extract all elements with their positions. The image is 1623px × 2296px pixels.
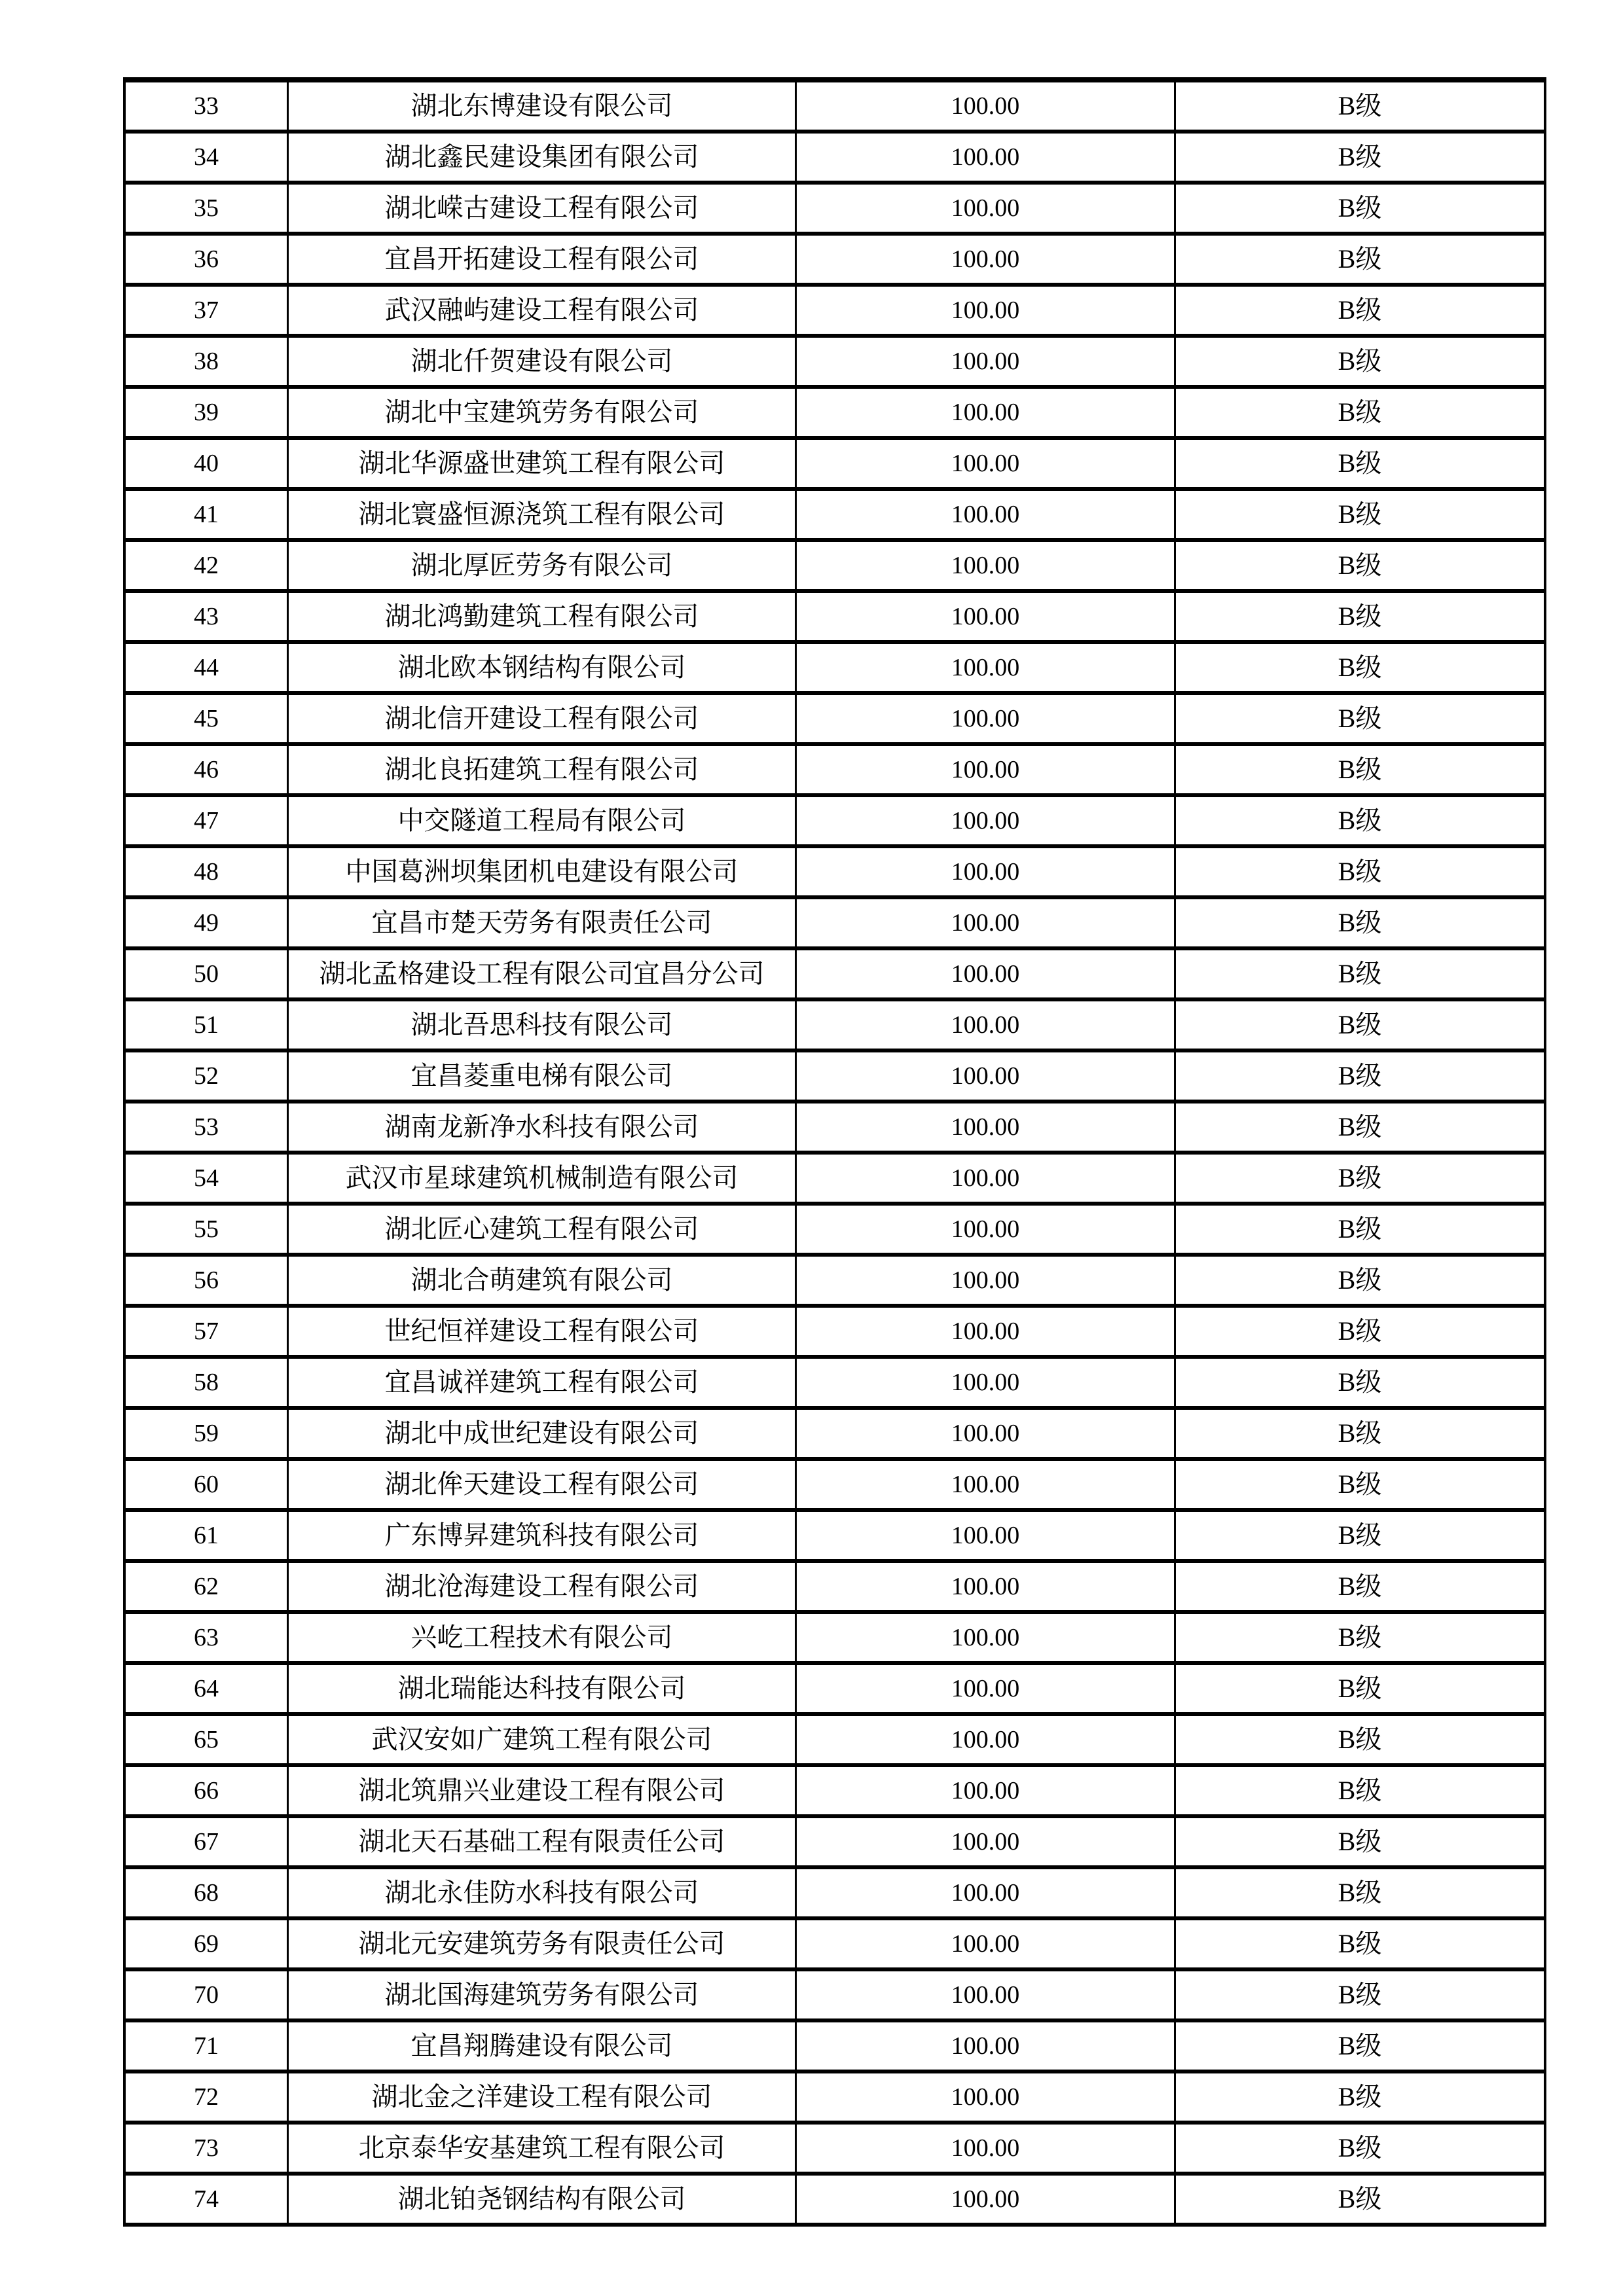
cell-no: 52 [194, 1062, 219, 1090]
cell-score: 100.00 [795, 1665, 1174, 1712]
cell-company: 湖北仟贺建设有限公司 [287, 338, 795, 385]
cell-grade: B级 [1174, 1461, 1544, 1508]
table-row [126, 1359, 1544, 1410]
cell-grade: B级 [1174, 1563, 1544, 1610]
table-row [126, 1512, 1544, 1563]
table-row [126, 899, 1544, 950]
cell-score: 100.00 [795, 1155, 1174, 1202]
cell-score: 100.00 [795, 1359, 1174, 1406]
cell-no: 47 [194, 807, 219, 834]
cell-company: 武汉融屿建设工程有限公司 [287, 287, 795, 334]
cell-grade: B级 [1174, 848, 1544, 895]
cell-grade: B级 [1174, 1869, 1544, 1916]
table-row [126, 491, 1544, 542]
cell-company: 湖北元安建筑劳务有限责任公司 [287, 1920, 795, 1967]
cell-company: 湖北天石基础工程有限责任公司 [287, 1818, 795, 1865]
cell-company: 湖北华源盛世建筑工程有限公司 [287, 440, 795, 487]
table-row [126, 593, 1544, 644]
cell-company: 宜昌开拓建设工程有限公司 [287, 236, 795, 283]
cell-grade: B级 [1174, 2125, 1544, 2172]
cell-grade: B级 [1174, 1665, 1544, 1712]
table-row [126, 287, 1544, 338]
cell-score: 100.00 [795, 2022, 1174, 2070]
cell-score: 100.00 [795, 1818, 1174, 1865]
table-row [126, 1971, 1544, 2022]
cell-company: 中交隧道工程局有限公司 [287, 797, 795, 844]
cell-no: 71 [194, 2032, 219, 2060]
cell-grade: B级 [1174, 1103, 1544, 1151]
cell-company: 武汉市星球建筑机械制造有限公司 [287, 1155, 795, 1202]
table-row [126, 1461, 1544, 1512]
cell-grade: B级 [1174, 82, 1544, 130]
table-row [126, 1308, 1544, 1359]
cell-company: 湖北永佳防水科技有限公司 [287, 1869, 795, 1916]
cell-no: 65 [194, 1726, 219, 1753]
table-row [126, 1818, 1544, 1869]
table-row [126, 1103, 1544, 1155]
cell-score: 100.00 [795, 1614, 1174, 1661]
cell-no: 58 [194, 1369, 219, 1396]
cell-company: 湖北厚匠劳务有限公司 [287, 542, 795, 589]
cell-no: 43 [194, 603, 219, 630]
table-row [126, 1257, 1544, 1308]
cell-grade: B级 [1174, 1971, 1544, 2018]
cell-score: 100.00 [795, 1461, 1174, 1508]
table-row [126, 1001, 1544, 1052]
cell-grade: B级 [1174, 950, 1544, 997]
table-row [126, 1716, 1544, 1767]
cell-no: 72 [194, 2083, 219, 2111]
cell-score: 100.00 [795, 338, 1174, 385]
cell-grade: B级 [1174, 338, 1544, 385]
table-row [126, 1155, 1544, 1206]
cell-company: 湖南龙新净水科技有限公司 [287, 1103, 795, 1151]
table-row [126, 1410, 1544, 1461]
cell-no: 37 [194, 296, 219, 324]
cell-no: 68 [194, 1879, 219, 1907]
cell-grade: B级 [1174, 440, 1544, 487]
cell-score: 100.00 [795, 746, 1174, 793]
cell-score: 100.00 [795, 1563, 1174, 1610]
cell-no: 69 [194, 1930, 219, 1958]
table-row [126, 1563, 1544, 1614]
cell-score: 100.00 [795, 185, 1174, 232]
table-row [126, 695, 1544, 746]
table-row [126, 542, 1544, 593]
cell-score: 100.00 [795, 1920, 1174, 1967]
cell-score: 100.00 [795, 593, 1174, 640]
cell-score: 100.00 [795, 950, 1174, 997]
cell-grade: B级 [1174, 746, 1544, 793]
cell-score: 100.00 [795, 1308, 1174, 1355]
cell-company: 湖北嵘古建设工程有限公司 [287, 185, 795, 232]
cell-no: 56 [194, 1266, 219, 1294]
cell-no: 48 [194, 858, 219, 886]
cell-score: 100.00 [795, 2073, 1174, 2121]
cell-no: 41 [194, 501, 219, 528]
cell-no: 38 [194, 348, 219, 375]
cell-company: 湖北欧本钢结构有限公司 [287, 644, 795, 691]
cell-no: 64 [194, 1675, 219, 1702]
table-row [126, 134, 1544, 185]
cell-grade: B级 [1174, 797, 1544, 844]
cell-grade: B级 [1174, 491, 1544, 538]
cell-grade: B级 [1174, 695, 1544, 742]
cell-score: 100.00 [795, 542, 1174, 589]
cell-grade: B级 [1174, 2176, 1544, 2223]
cell-grade: B级 [1174, 1308, 1544, 1355]
cell-score: 100.00 [795, 1103, 1174, 1151]
table-row [126, 1614, 1544, 1665]
cell-score: 100.00 [795, 2125, 1174, 2172]
table-row [126, 1052, 1544, 1103]
cell-score: 100.00 [795, 440, 1174, 487]
cell-no: 46 [194, 756, 219, 783]
cell-grade: B级 [1174, 1767, 1544, 1814]
cell-company: 湖北铂尧钢结构有限公司 [287, 2176, 795, 2223]
cell-no: 35 [194, 194, 219, 222]
table-row [126, 950, 1544, 1001]
cell-company: 宜昌菱重电梯有限公司 [287, 1052, 795, 1100]
cell-grade: B级 [1174, 1155, 1544, 1202]
cell-company: 兴屹工程技术有限公司 [287, 1614, 795, 1661]
cell-grade: B级 [1174, 236, 1544, 283]
cell-company: 湖北侔天建设工程有限公司 [287, 1461, 795, 1508]
cell-company: 湖北鸿勤建筑工程有限公司 [287, 593, 795, 640]
table-row [126, 1869, 1544, 1920]
cell-no: 60 [194, 1471, 219, 1498]
cell-grade: B级 [1174, 1257, 1544, 1304]
cell-grade: B级 [1174, 644, 1544, 691]
cell-company: 湖北国海建筑劳务有限公司 [287, 1971, 795, 2018]
cell-company: 湖北鑫民建设集团有限公司 [287, 134, 795, 181]
table-row [126, 82, 1544, 134]
cell-no: 49 [194, 909, 219, 937]
table-row [126, 1767, 1544, 1818]
table-row [126, 338, 1544, 389]
cell-no: 40 [194, 450, 219, 477]
cell-no: 70 [194, 1981, 219, 2009]
cell-company: 宜昌诚祥建筑工程有限公司 [287, 1359, 795, 1406]
cell-grade: B级 [1174, 1359, 1544, 1406]
cell-company: 湖北寰盛恒源浇筑工程有限公司 [287, 491, 795, 538]
table-row [126, 1665, 1544, 1716]
cell-no: 42 [194, 552, 219, 579]
cell-score: 100.00 [795, 1971, 1174, 2018]
cell-score: 100.00 [795, 1206, 1174, 1253]
cell-no: 33 [194, 92, 219, 120]
table-row [126, 185, 1544, 236]
cell-company: 湖北中宝建筑劳务有限公司 [287, 389, 795, 436]
table-row [126, 389, 1544, 440]
cell-score: 100.00 [795, 1716, 1174, 1763]
cell-grade: B级 [1174, 593, 1544, 640]
cell-score: 100.00 [795, 1410, 1174, 1457]
cell-company: 中国葛洲坝集团机电建设有限公司 [287, 848, 795, 895]
table-row [126, 848, 1544, 899]
cell-company: 北京泰华安基建筑工程有限公司 [287, 2125, 795, 2172]
cell-score: 100.00 [795, 1001, 1174, 1049]
cell-no: 62 [194, 1573, 219, 1600]
cell-grade: B级 [1174, 1818, 1544, 1865]
cell-grade: B级 [1174, 2073, 1544, 2121]
cell-grade: B级 [1174, 287, 1544, 334]
cell-no: 34 [194, 143, 219, 171]
cell-score: 100.00 [795, 848, 1174, 895]
cell-no: 59 [194, 1420, 219, 1447]
table-row [126, 644, 1544, 695]
table-row [126, 797, 1544, 848]
cell-score: 100.00 [795, 134, 1174, 181]
cell-grade: B级 [1174, 389, 1544, 436]
cell-score: 100.00 [795, 389, 1174, 436]
cell-no: 57 [194, 1318, 219, 1345]
cell-grade: B级 [1174, 1052, 1544, 1100]
cell-company: 湖北吾思科技有限公司 [287, 1001, 795, 1049]
cell-company: 湖北孟格建设工程有限公司宜昌分公司 [287, 950, 795, 997]
cell-score: 100.00 [795, 1767, 1174, 1814]
cell-no: 50 [194, 960, 219, 988]
cell-score: 100.00 [795, 2176, 1174, 2223]
cell-score: 100.00 [795, 82, 1174, 130]
cell-score: 100.00 [795, 236, 1174, 283]
table-row [126, 440, 1544, 491]
cell-no: 53 [194, 1113, 219, 1141]
cell-company: 武汉安如广建筑工程有限公司 [287, 1716, 795, 1763]
cell-company: 湖北东博建设有限公司 [287, 82, 795, 130]
cell-company: 湖北良拓建筑工程有限公司 [287, 746, 795, 793]
cell-company: 湖北瑞能达科技有限公司 [287, 1665, 795, 1712]
cell-company: 湖北中成世纪建设有限公司 [287, 1410, 795, 1457]
table-row [126, 2176, 1544, 2227]
cell-score: 100.00 [795, 797, 1174, 844]
cell-score: 100.00 [795, 491, 1174, 538]
cell-no: 45 [194, 705, 219, 732]
cell-company: 世纪恒祥建设工程有限公司 [287, 1308, 795, 1355]
cell-no: 74 [194, 2185, 219, 2213]
cell-grade: B级 [1174, 2022, 1544, 2070]
cell-no: 39 [194, 399, 219, 426]
table-row [126, 1920, 1544, 1971]
cell-score: 100.00 [795, 695, 1174, 742]
cell-score: 100.00 [795, 1052, 1174, 1100]
cell-company: 宜昌市楚天劳务有限责任公司 [287, 899, 795, 946]
cell-score: 100.00 [795, 644, 1174, 691]
cell-company: 湖北金之洋建设工程有限公司 [287, 2073, 795, 2121]
cell-company: 湖北合萌建筑有限公司 [287, 1257, 795, 1304]
cell-score: 100.00 [795, 287, 1174, 334]
table-row [126, 2125, 1544, 2176]
cell-score: 100.00 [795, 1512, 1174, 1559]
cell-score: 100.00 [795, 1869, 1174, 1916]
cell-no: 36 [194, 245, 219, 273]
cell-company: 湖北信开建设工程有限公司 [287, 695, 795, 742]
cell-no: 66 [194, 1777, 219, 1804]
cell-grade: B级 [1174, 1410, 1544, 1457]
cell-score: 100.00 [795, 1257, 1174, 1304]
cell-company: 湖北沧海建设工程有限公司 [287, 1563, 795, 1610]
cell-grade: B级 [1174, 1716, 1544, 1763]
cell-grade: B级 [1174, 1001, 1544, 1049]
cell-no: 54 [194, 1164, 219, 1192]
cell-no: 73 [194, 2134, 219, 2162]
cell-no: 61 [194, 1522, 219, 1549]
cell-grade: B级 [1174, 1614, 1544, 1661]
cell-no: 44 [194, 654, 219, 681]
cell-no: 55 [194, 1215, 219, 1243]
table-row [126, 746, 1544, 797]
cell-score: 100.00 [795, 899, 1174, 946]
company-score-table [123, 77, 1546, 2227]
cell-company: 广东博昇建筑科技有限公司 [287, 1512, 795, 1559]
cell-grade: B级 [1174, 1512, 1544, 1559]
cell-company: 湖北匠心建筑工程有限公司 [287, 1206, 795, 1253]
table-row [126, 2073, 1544, 2125]
cell-no: 67 [194, 1828, 219, 1856]
cell-company: 宜昌翔腾建设有限公司 [287, 2022, 795, 2070]
cell-grade: B级 [1174, 1206, 1544, 1253]
cell-grade: B级 [1174, 542, 1544, 589]
table-row [126, 1206, 1544, 1257]
table-row [126, 2022, 1544, 2073]
cell-grade: B级 [1174, 1920, 1544, 1967]
cell-grade: B级 [1174, 899, 1544, 946]
cell-no: 63 [194, 1624, 219, 1651]
cell-grade: B级 [1174, 134, 1544, 181]
cell-company: 湖北筑鼎兴业建设工程有限公司 [287, 1767, 795, 1814]
cell-grade: B级 [1174, 185, 1544, 232]
cell-no: 51 [194, 1011, 219, 1039]
table-row [126, 236, 1544, 287]
